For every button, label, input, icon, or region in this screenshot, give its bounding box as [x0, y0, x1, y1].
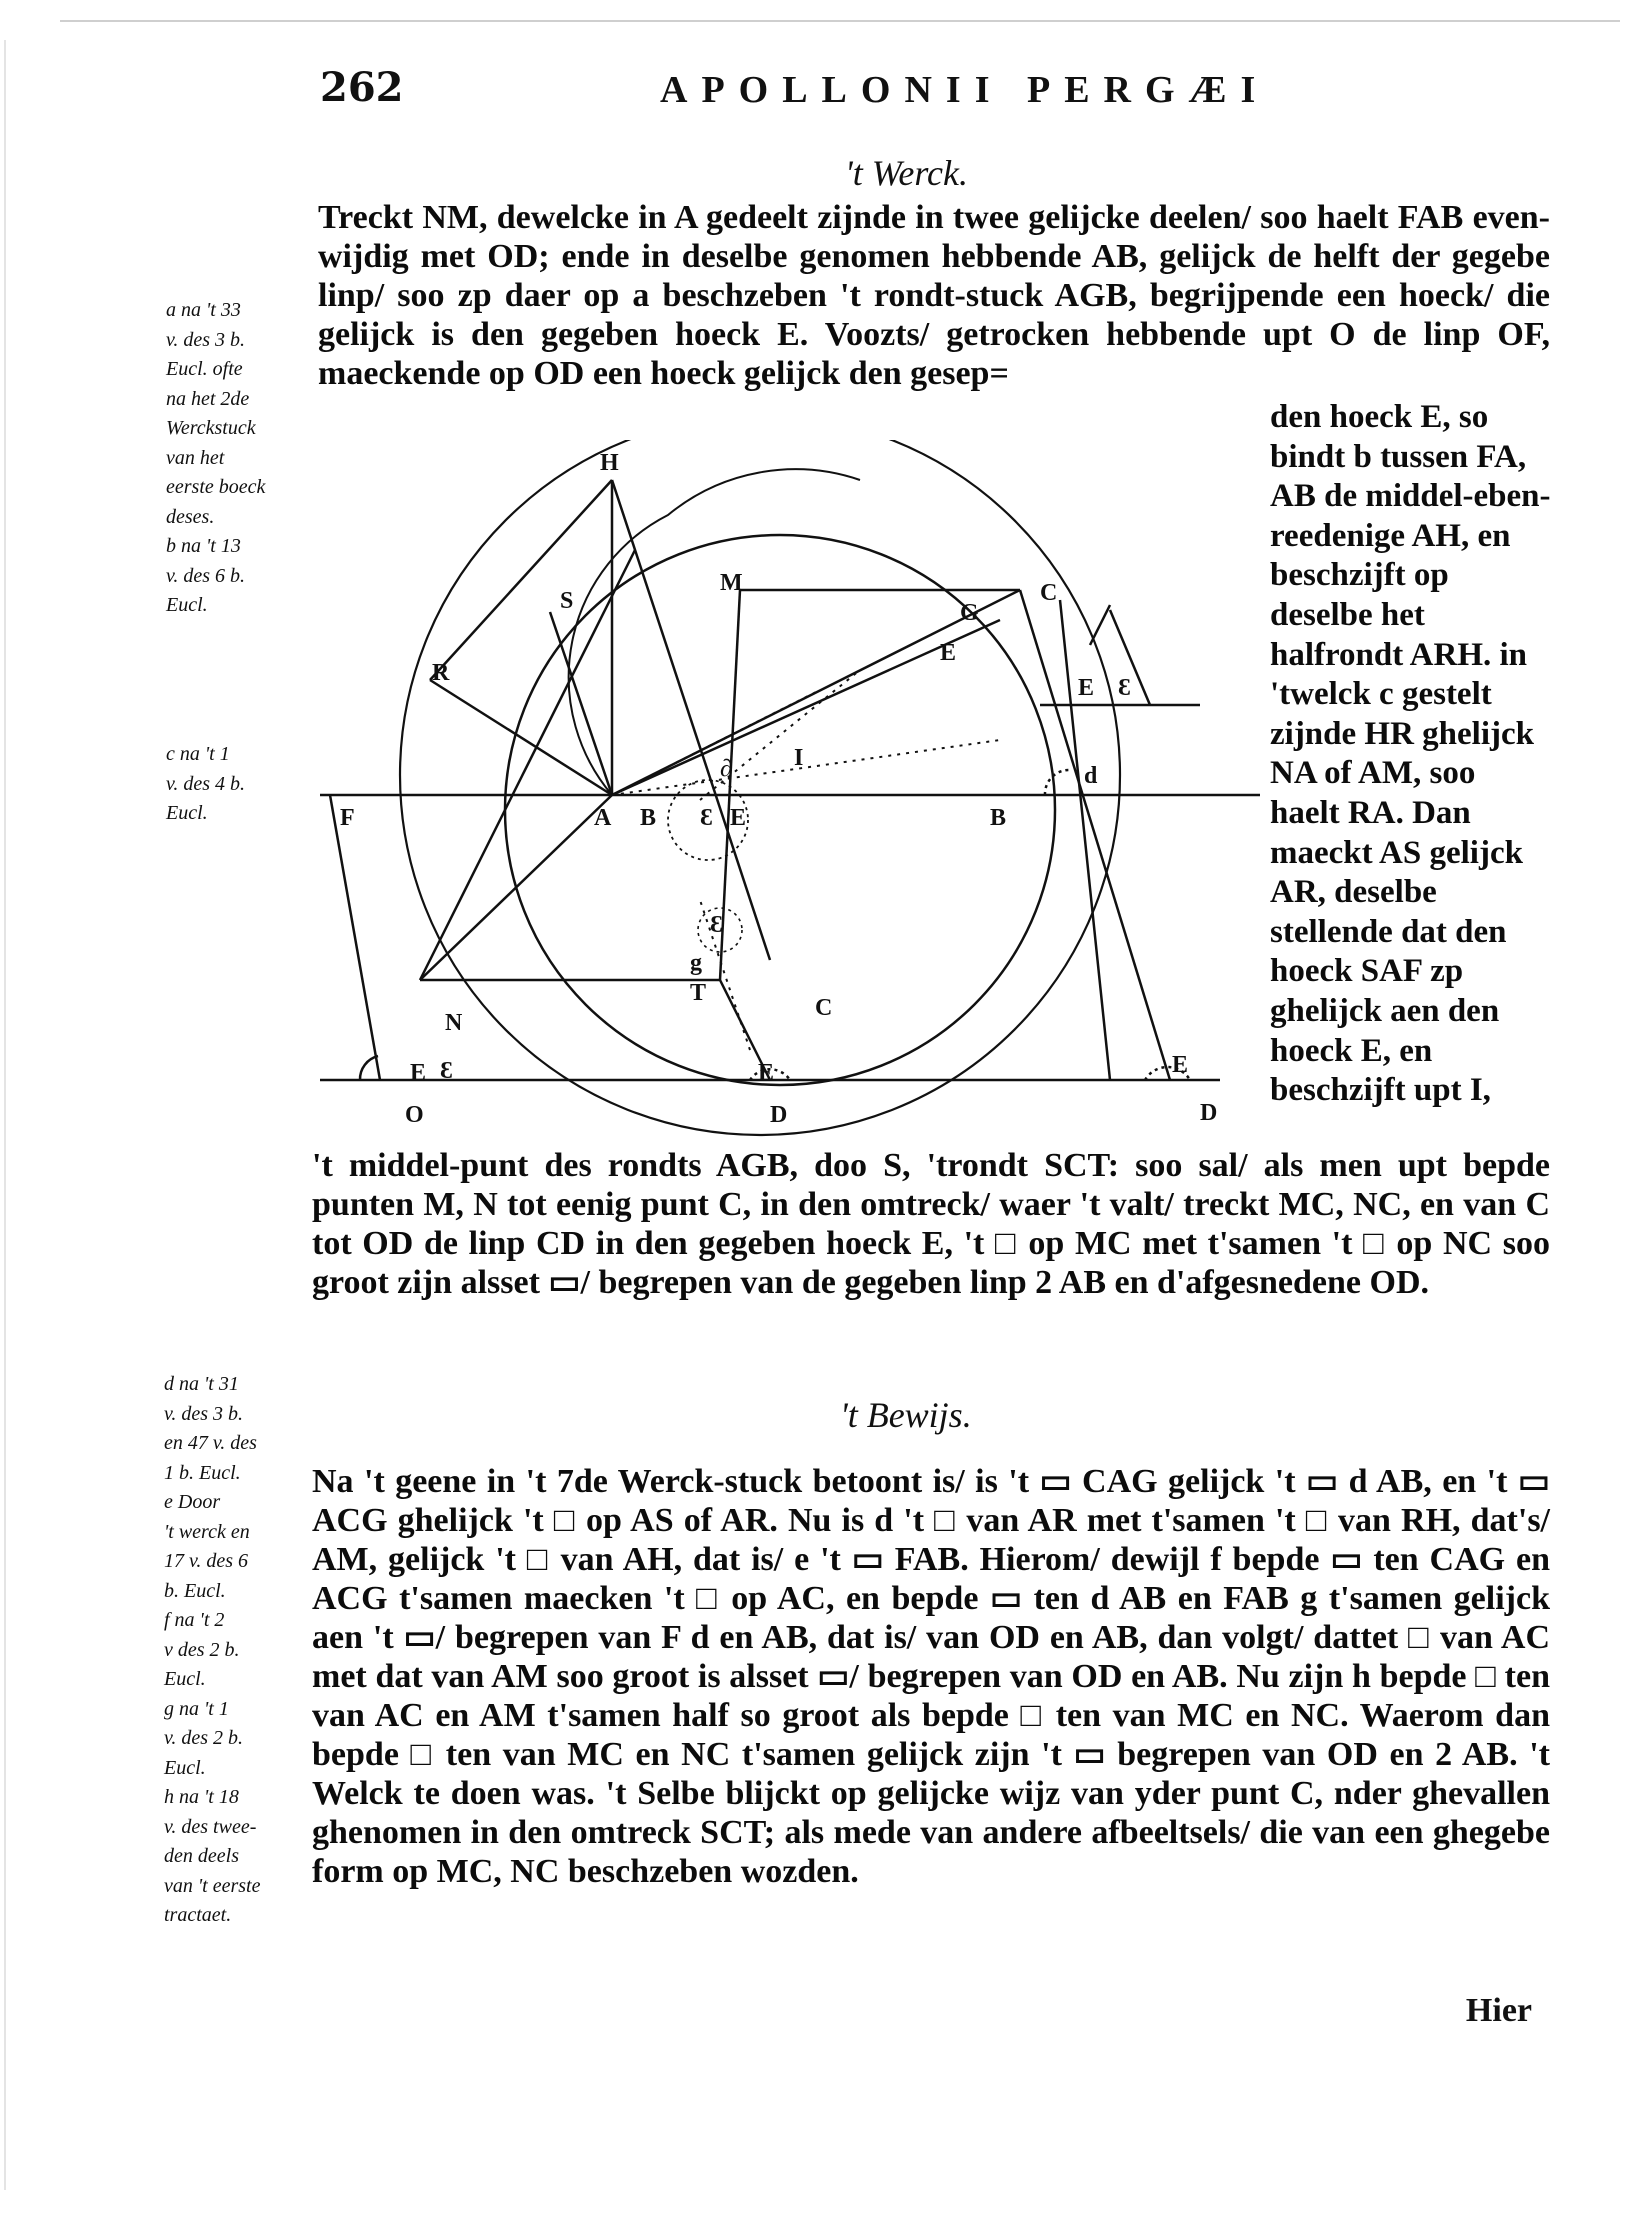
label-h: H	[600, 450, 619, 476]
margin-note-line: v. des 2 b.	[164, 1727, 244, 1749]
werck-text-top: Treckt NM, dewelcke in A gedeelt zijnde in twee gelijcke deelen/ soo haelt FAB even-wijdig met OD; ende in deselbe genomen hebbende AB, gelijck de helft der gegebe linp/ soo zp daer op a beschzeben 't rondt-stuck AGB, begrijpende een hoeck/ die gelijck is den gegeben hoeck E. Voozts/ getrocken hebbende upt O de linp OF, maeckende op OD een hoeck gelijck den gesep=	[318, 199, 1550, 392]
margin-note-line: van 't eerste	[164, 1874, 261, 1897]
margin-note-line: deses.	[166, 505, 215, 528]
line-ac	[612, 590, 1020, 795]
label-f: F	[340, 805, 355, 831]
margin-note-line: Eucl.	[164, 1756, 206, 1779]
page-header	[300, 64, 1550, 124]
line-cd-right	[1060, 600, 1110, 1080]
margin-note-line: tractaet.	[164, 1904, 232, 1926]
angle-arc-d	[1045, 770, 1070, 795]
label-i: I	[794, 745, 804, 771]
label-m: M	[720, 570, 743, 596]
label-t: T	[690, 980, 707, 1006]
line-cd	[1020, 590, 1170, 1080]
margin-notes-d-h	[164, 1370, 314, 1931]
label-e-left-script: Ɛ	[440, 1058, 453, 1084]
margin-note-line: h na 't 18	[164, 1786, 239, 1808]
margin-note-line: Eucl.	[166, 594, 208, 616]
label-r: R	[432, 660, 450, 686]
line-mc	[720, 590, 740, 980]
label-e-circle: E	[730, 805, 747, 831]
margin-note-line: na het 2de	[166, 387, 250, 410]
label-o: O	[405, 1102, 424, 1128]
line-of	[330, 795, 380, 1080]
margin-note-line: f na 't 2	[164, 1609, 225, 1631]
label-c-bottom: C	[815, 995, 833, 1021]
label-e-script: Ɛ	[1118, 675, 1131, 701]
line-e-arm2	[1090, 605, 1110, 645]
margin-note-line: Werckstuck	[166, 417, 256, 439]
label-e-left: E	[410, 1060, 427, 1086]
label-b: B	[990, 805, 1007, 831]
label-n: N	[445, 1010, 463, 1036]
margin-note-line: v. des twee-	[164, 1815, 257, 1838]
figure-svg	[300, 440, 1260, 1140]
margin-note-line: v. des 3 b.	[166, 328, 246, 351]
line-na	[420, 795, 612, 980]
catchword: Hier	[1465, 1992, 1532, 2029]
label-e-bottom: E	[758, 1060, 775, 1086]
section-heading-werck: 't Werck.	[845, 153, 968, 193]
label-s: S	[560, 588, 574, 614]
bewijs-text: Na 't geene in 't 7de Werck-stuck betoont is/ is 't ▭ CAG gelijck 't ▭ d AB, en 't ▭ ACG ghelijck 't □ op AS of AR. Nu is d 't □ van AR met t'samen 't □ van RH, dat's/ AM, gelijck 't □ van AH, dat is/ e 't ▭ FAB. Hierom/ dewijl f bepde ▭ ten CAG en ACG t'samen maecken 't □ op AC, en bepde ▭ ten d AB en FAB g t'samen gelijck aen 't ▭/ begrepen van F d en AB, dat is/ van OD en AB, dan volgt/ dattet □ van AC met dat van AM soo groot is alsset ▭/ begrepen van OD en AB. Nu zijn h bepde □ ten van AC en AM t'samen half so groot als bepde □ ten van MC en NC. Waerom dan bepde □ ten van MC en NC t'samen gelijck zijn 't ▭ begrepen van OD en 2 AB. 't Welck te doen was. 't Selbe blijckt op gelijcke wijz van yder punt C, nder ghevallen ghenomen in den omtreck SCT; als mede van andere afbeeltsels/ die van een ghegebe form op MC, NC beschzeben wozden.	[312, 1463, 1550, 1890]
margin-note-line: b na 't 13	[166, 535, 241, 557]
margin-note-line: b. Eucl.	[164, 1579, 226, 1602]
geometric-figure	[300, 440, 1260, 1140]
bewijs-paragraph	[312, 1462, 1550, 1891]
margin-note-line: v. des 6 b.	[166, 564, 246, 587]
margin-note-line: e Door	[164, 1491, 221, 1513]
margin-note-line: 1 b. Eucl.	[164, 1461, 241, 1484]
margin-note-line: d na 't 31	[164, 1373, 239, 1395]
label-e-center: Ɛ	[700, 805, 713, 831]
margin-note-line: 17 v. des 6	[164, 1550, 249, 1572]
scan-left-edge	[4, 40, 6, 2190]
label-d-mid: D	[770, 1102, 788, 1128]
margin-note-line: a na 't 33	[166, 299, 241, 321]
label-delta: ∂	[720, 756, 732, 782]
margin-note-line: van het	[166, 446, 225, 469]
section-heading-bewijs: 't Bewijs.	[840, 1395, 972, 1435]
margin-note-line: Eucl. ofte	[166, 358, 243, 380]
margin-note-line: v. des 4 b.	[166, 772, 246, 795]
margin-note-line: den deels	[164, 1845, 239, 1867]
scan-top-edge	[60, 20, 1620, 22]
margin-note-line: eerste boeck	[166, 476, 266, 498]
margin-note-line: v. des 3 b.	[164, 1402, 244, 1425]
werck-text-bottom: 't middel-punt des rondts AGB, doo S, 'trondt SCT: soo sal/ als men upt bepde punten M, N tot eenig punt C, in den omtreck/ waer 't valt/ treckt MC, NC, en van C tot OD de linp CD in den gegeben hoeck E, 't □ op MC met t'samen 't □ op NC soo groot zijn alsset ▭/ begrepen van de gegeben linp 2 AB en d'afgesnedene OD.	[312, 1147, 1550, 1301]
margin-notes-c	[166, 740, 306, 829]
label-b-small: B	[640, 805, 657, 831]
label-e-box: E	[1078, 675, 1095, 701]
line-ht	[612, 480, 770, 960]
margin-note-line: Eucl.	[166, 802, 208, 824]
werck-side-column	[1270, 398, 1552, 1111]
margin-note-line: Eucl.	[164, 1668, 206, 1690]
margin-note-line: en 47 v. des	[164, 1432, 257, 1454]
label-a: A	[594, 805, 612, 831]
margin-note-line: c na 't 1	[166, 743, 230, 765]
label-e-right: E	[1172, 1052, 1189, 1078]
page-number: 262	[320, 64, 404, 111]
label-g-lower: g	[690, 950, 702, 976]
werck-paragraph-bottom	[312, 1146, 1550, 1302]
circle-sct	[400, 440, 1120, 1135]
running-title: APOLLONII PERGÆI	[660, 69, 1270, 111]
label-d-right-bottom: D	[1200, 1100, 1218, 1126]
label-e-lower: Ɛ	[710, 912, 723, 938]
margin-note-line: v des 2 b.	[164, 1638, 240, 1661]
label-e-small: E	[940, 640, 957, 666]
margin-note-line: g na 't 1	[164, 1697, 229, 1720]
werck-text-side: den hoeck E, so bindt b tussen FA, AB de middel-eben-reedenige AH, en beschzijft op deselbe het halfrondt ARH. in 'twelck c gestelt zijnde HR ghelijck NA of AM, soo haelt RA. Dan maeckt AS gelijck AR, deselbe stellende dat den hoeck SAF zp ghelijck aen den hoeck E, en beschzijft upt I,	[1270, 399, 1551, 1109]
margin-notes-a-b	[166, 296, 306, 621]
label-c-top: C	[1040, 580, 1058, 606]
label-g: G	[960, 600, 979, 626]
margin-note-line: 't werck en	[164, 1520, 250, 1543]
werck-paragraph-top	[318, 198, 1550, 393]
label-d-right: d	[1084, 763, 1098, 789]
